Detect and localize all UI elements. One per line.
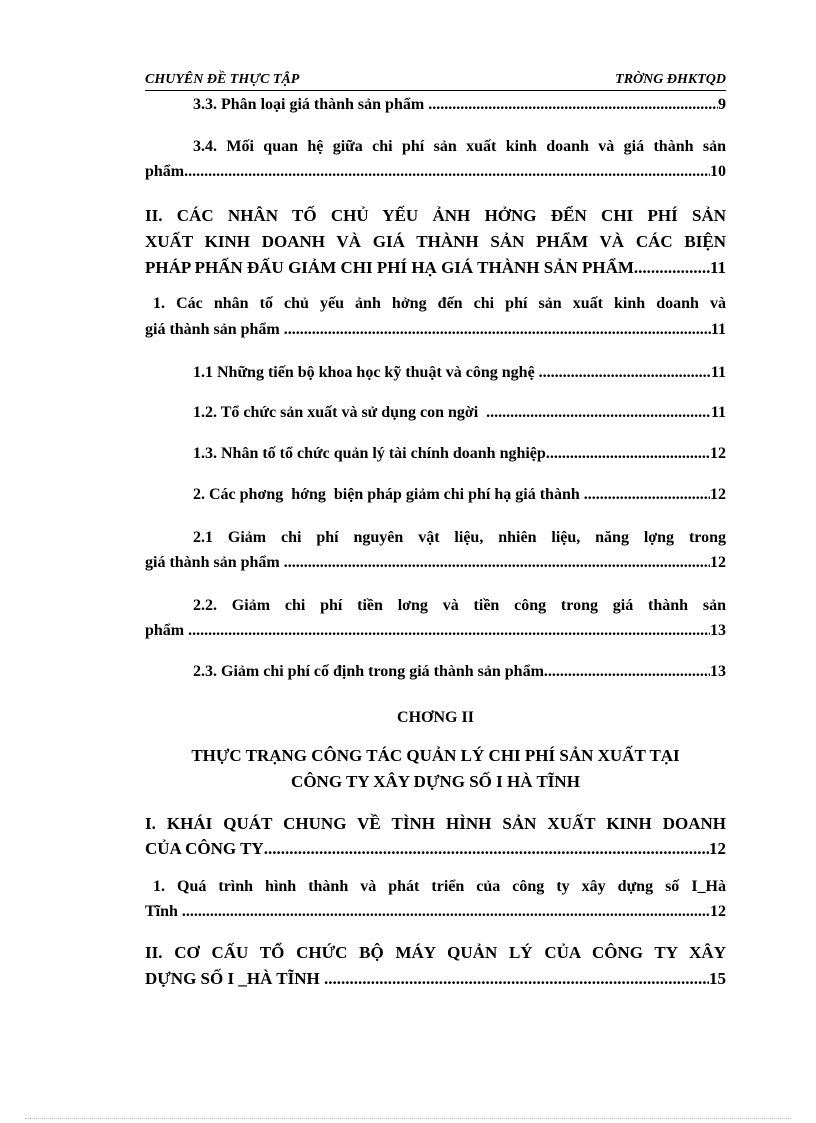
page-number: 13 xyxy=(710,622,726,639)
dot-leader xyxy=(544,660,710,684)
toc-entry-2-2-line2[interactable]: phẩm ..... 13 xyxy=(145,619,726,643)
page-number: 10 xyxy=(710,163,726,180)
toc-entry-2-1-line1[interactable]: 2.1 Giảm chi phí nguyên vật liệu, nhiên liệu, năng lợng trong xyxy=(193,529,726,546)
dot-leader xyxy=(539,361,711,385)
toc-section-II-ch2-line2[interactable]: DỰNG SỐ I _HÀ TĨNH ..... 15 xyxy=(145,967,726,991)
dot-leader xyxy=(486,401,711,425)
toc-entry-3-3[interactable]: 3.3. Phân loại giá thành sản phẩm ..... 9 xyxy=(145,93,726,117)
page-number: 12 xyxy=(710,445,726,462)
toc-entry-ch2-1-line1[interactable]: 1. Quá trình hình thành và phát triển của công ty xây dựng số I_Hà xyxy=(153,878,726,895)
page-header xyxy=(145,70,726,91)
page-number: 12 xyxy=(710,486,726,503)
toc-section-II-ch2-line1[interactable]: II. CƠ CẤU TỔ CHỨC BỘ MÁY QUẢN LÝ CỦA CÔNG TY XÂY xyxy=(145,943,726,962)
toc-section-I-line1[interactable]: I. KHÁI QUÁT CHUNG VỀ TÌNH HÌNH SẢN XUẤT KINH DOANH xyxy=(145,814,726,833)
toc-entry-1-1[interactable]: 1.1 Những tiến bộ khoa học kỹ thuật và công nghệ ..... 11 xyxy=(145,361,726,385)
toc-entry-3-4-line2[interactable]: phẩm ..... 10 xyxy=(145,160,726,184)
toc-entry-2[interactable]: 2. Các phơng hớng biện pháp giảm chi phí hạ giá thành ..... 12 xyxy=(145,483,726,507)
page-number: 11 xyxy=(709,258,726,277)
dot-leader xyxy=(264,837,709,861)
page-number: 11 xyxy=(710,321,726,338)
page-number: 11 xyxy=(710,404,726,421)
toc-section-I-line2[interactable]: CỦA CÔNG TY ..... 12 xyxy=(145,837,726,861)
dot-leader xyxy=(546,442,710,466)
page-number: 12 xyxy=(709,839,726,858)
toc-entry-3-4-line1[interactable]: 3.4. Mối quan hệ giữa chi phí sản xuất kinh doanh và giá thành sản xyxy=(193,138,726,155)
page-number: 9 xyxy=(718,96,726,113)
toc-section-II-line3[interactable]: PHÁP PHẤN ĐẤU GIẢM CHI PHÍ HẠ GIÁ THÀNH SẢN PHẨM ..... 11 xyxy=(145,256,726,280)
dot-leader xyxy=(324,967,709,991)
chapter-title-line1: THỰC TRẠNG CÔNG TÁC QUẢN LÝ CHI PHÍ SẢN XUẤT TẠI xyxy=(191,746,680,765)
toc-section-II-line1[interactable]: II. CÁC NHÂN TỐ CHỦ YẾU ẢNH HỞNG ĐẾN CHI PHÍ SẢN xyxy=(145,206,726,225)
dot-leader xyxy=(182,900,710,924)
toc-entry-2-2-line1[interactable]: 2.2. Giảm chi phí tiền lơng và tiền công trong giá thành sản xyxy=(193,597,726,614)
toc-section-II-line2[interactable]: XUẤT KINH DOANH VÀ GIÁ THÀNH SẢN PHẨM VÀ CÁC BIỆN xyxy=(145,232,726,251)
toc-entry-ch2-1-line2[interactable]: Tĩnh ..... 12 xyxy=(145,900,726,924)
toc-entry-2-3[interactable]: 2.3. Giảm chi phí cố định trong giá thành sản phẩm ..... 13 xyxy=(145,660,726,684)
page-bottom-divider xyxy=(25,1118,791,1119)
dot-leader xyxy=(284,318,711,342)
page-number: 12 xyxy=(710,554,726,571)
header-right: TRỜNG ĐHKTQD xyxy=(615,72,726,87)
page-number: 15 xyxy=(709,969,726,988)
chapter-heading: CHƠNG II xyxy=(397,709,474,726)
page-number: 12 xyxy=(710,903,726,920)
header-left: CHUYÊN ĐỀ THỰC TẬP xyxy=(145,72,300,87)
dot-leader xyxy=(584,483,710,507)
dot-leader xyxy=(284,551,710,575)
toc-entry-1-line2[interactable]: giá thành sản phẩm ..... 11 xyxy=(145,318,726,342)
page-number: 11 xyxy=(710,364,726,381)
dot-leader xyxy=(428,93,718,117)
page-number: 13 xyxy=(710,663,726,680)
toc-entry-1-2[interactable]: 1.2. Tổ chức sản xuất và sử dụng con ngời ..... 11 xyxy=(145,401,726,425)
toc-entry-1-line1[interactable]: 1. Các nhân tố chủ yếu ảnh hởng đến chi phí sản xuất kinh doanh và xyxy=(153,295,726,312)
dot-leader xyxy=(188,619,710,643)
toc-entry-1-3[interactable]: 1.3. Nhân tố tổ chức quản lý tài chính doanh nghiệp ..... 12 xyxy=(145,442,726,466)
chapter-title-line2: CÔNG TY XÂY DỰNG SỐ I HÀ TĨNH xyxy=(291,772,580,791)
toc-entry-2-1-line2[interactable]: giá thành sản phẩm ..... 12 xyxy=(145,551,726,575)
dot-leader xyxy=(184,160,710,184)
dot-leader xyxy=(634,256,710,280)
